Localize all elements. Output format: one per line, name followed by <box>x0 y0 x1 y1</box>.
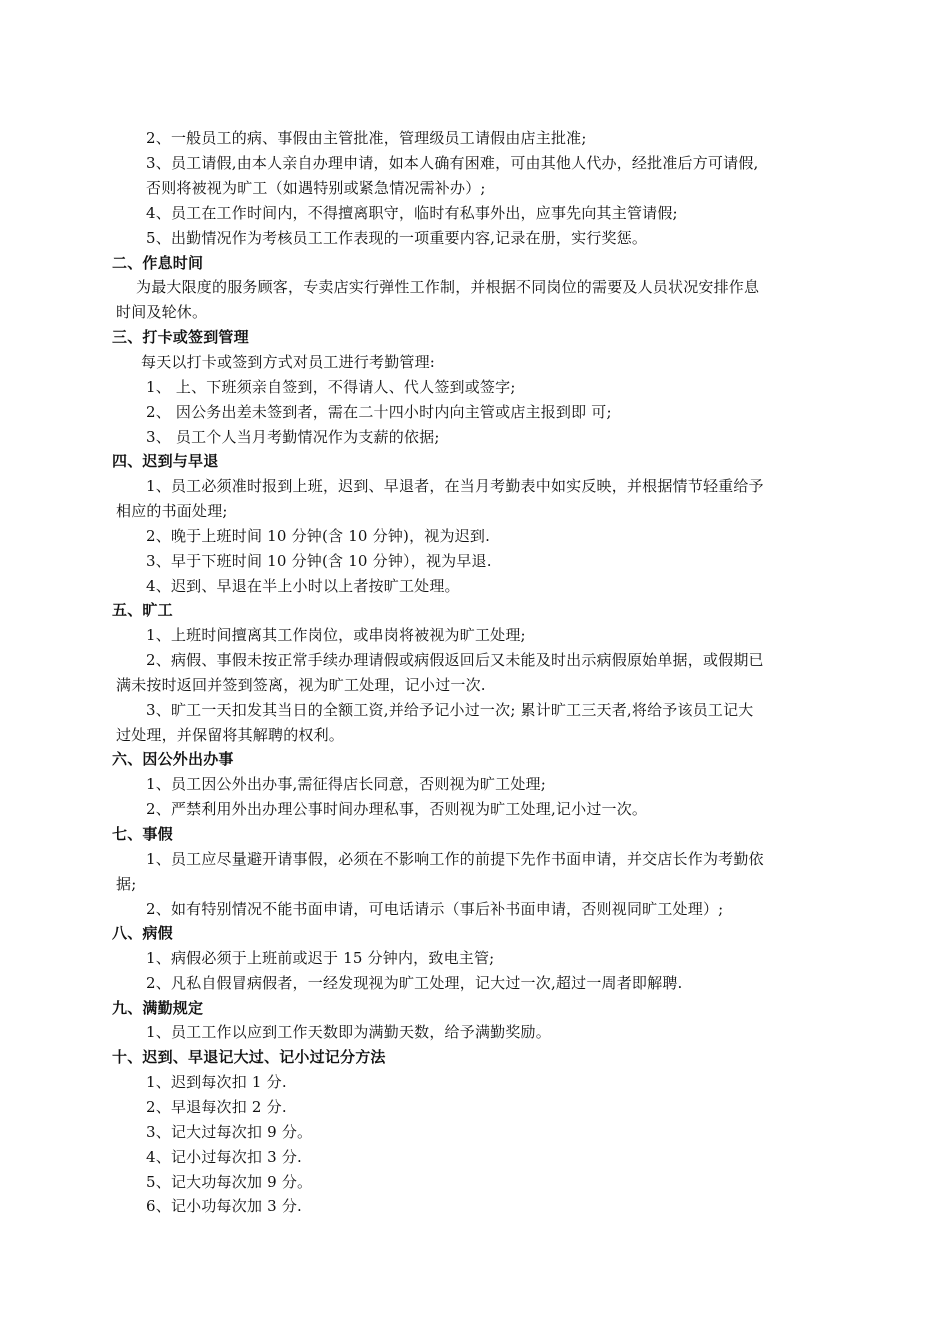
personal-leave-rule-1-cont: 据; <box>116 875 137 893</box>
score-rule-3: 3、记大过每次扣 9 分。 <box>146 1123 313 1141</box>
attendance-rule-3: 3、 员工个人当月考勤情况作为支薪的依据; <box>146 428 440 446</box>
business-trip-rule-1: 1、员工因公外出办事,需征得店长同意，否则视为旷工处理; <box>146 775 546 793</box>
sick-leave-rule-2: 2、凡私自假冒病假者，一经发现视为旷工处理，记大过一次,超过一周者即解聘. <box>146 974 683 992</box>
section-heading-10: 十、迟到、早退记大过、记小过记分方法 <box>112 1048 386 1066</box>
absence-rule-2: 2、病假、事假未按正常手续办理请假或病假返回后又未能及时出示病假原始单据，或假期已 <box>146 651 764 669</box>
score-rule-1: 1、迟到每次扣 1 分. <box>146 1073 287 1091</box>
personal-leave-rule-1: 1、员工应尽量避开请事假，必须在不影响工作的前提下先作书面申请，并交店长作为考勤依 <box>146 850 764 868</box>
leave-rule-5: 5、出勤情况作为考核员工工作表现的一项重要内容,记录在册，实行奖惩。 <box>146 229 648 247</box>
section-heading-5: 五、旷工 <box>112 601 173 619</box>
late-rule-1-cont: 相应的书面处理; <box>116 502 228 520</box>
leave-rule-3: 3、员工请假,由本人亲自办理申请，如本人确有困难，可由其他人代办，经批准后方可请假, <box>146 154 759 172</box>
absence-rule-3: 3、旷工一天扣发其当日的全额工资,并给予记小过一次; 累计旷工三天者,将给予该员工记大 <box>146 701 754 719</box>
absence-rule-1: 1、上班时间擅离其工作岗位，或串岗将被视为旷工处理; <box>146 626 526 644</box>
section-heading-6: 六、因公外出办事 <box>112 750 234 768</box>
business-trip-rule-2: 2、严禁利用外出办理公事时间办理私事，否则视为旷工处理,记小过一次。 <box>146 800 648 818</box>
personal-leave-rule-2: 2、如有特别情况不能书面申请，可电话请示（事后补书面申请，否则视同旷工处理）; <box>146 900 724 918</box>
leave-rule-3-cont: 否则将被视为旷工（如遇特别或紧急情况需补办）; <box>146 179 486 197</box>
score-rule-5: 5、记大功每次加 9 分。 <box>146 1173 313 1191</box>
work-hours-para: 为最大限度的服务顾客，专卖店实行弹性工作制，并根据不同岗位的需要及人员状况安排作息 <box>136 278 760 296</box>
score-rule-2: 2、早退每次扣 2 分. <box>146 1098 287 1116</box>
late-rule-2: 2、晚于上班时间 10 分钟(含 10 分钟)，视为迟到. <box>146 527 491 545</box>
sick-leave-rule-1: 1、病假必须于上班前或迟于 15 分钟内，致电主管; <box>146 949 495 967</box>
section-heading-8: 八、病假 <box>112 924 173 942</box>
section-heading-2: 二、作息时间 <box>112 254 204 272</box>
full-attendance-rule-1: 1、员工工作以应到工作天数即为满勤天数，给予满勤奖励。 <box>146 1023 551 1041</box>
section-heading-7: 七、事假 <box>112 825 173 843</box>
work-hours-para-cont: 时间及轮休。 <box>116 303 208 321</box>
late-rule-1: 1、员工必须准时报到上班，迟到、早退者，在当月考勤表中如实反映，并根据情节轻重给予 <box>146 477 764 495</box>
absence-rule-3-cont: 过处理，并保留将其解聘的权利。 <box>116 726 345 744</box>
attendance-intro: 每天以打卡或签到方式对员工进行考勤管理: <box>141 353 436 371</box>
late-rule-3: 3、早于下班时间 10 分钟(含 10 分钟），视为早退. <box>146 552 492 570</box>
absence-rule-2-cont: 满未按时返回并签到签离，视为旷工处理，记小过一次. <box>116 676 486 694</box>
score-rule-6: 6、记小功每次加 3 分. <box>146 1197 302 1215</box>
attendance-rule-2: 2、 因公务出差未签到者，需在二十四小时内向主管或店主报到即 可; <box>146 403 612 421</box>
score-rule-4: 4、记小过每次扣 3 分. <box>146 1148 302 1166</box>
section-heading-4: 四、迟到与早退 <box>112 452 219 470</box>
section-heading-3: 三、打卡或签到管理 <box>112 328 249 346</box>
leave-rule-2: 2、一般员工的病、事假由主管批准，管理级员工请假由店主批准; <box>146 129 587 147</box>
attendance-rule-1: 1、 上、下班须亲自签到，不得请人、代人签到或签字; <box>146 378 516 396</box>
section-heading-9: 九、满勤规定 <box>112 999 204 1017</box>
late-rule-4: 4、迟到、早退在半上小时以上者按旷工处理。 <box>146 577 460 595</box>
leave-rule-4: 4、员工在工作时间内，不得擅离职守，临时有私事外出，应事先向其主管请假; <box>146 204 678 222</box>
